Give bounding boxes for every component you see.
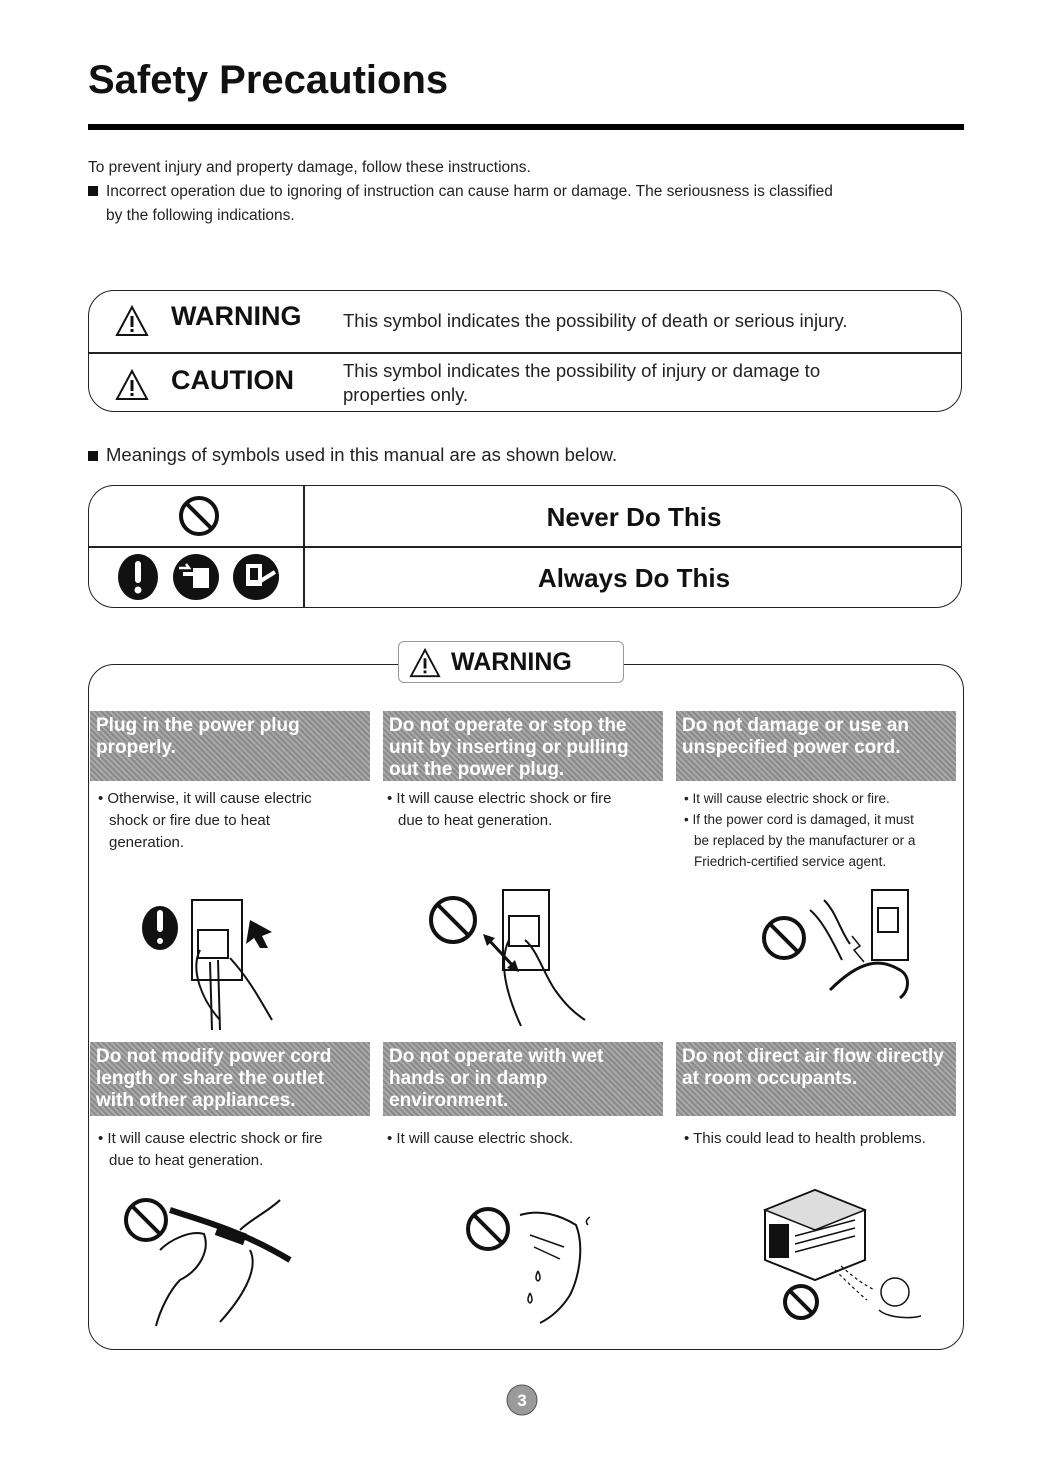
warning-triangle-icon: [409, 648, 441, 678]
unplug-icon: [171, 552, 221, 602]
intro-line-3: by the following indications.: [106, 207, 295, 224]
intro-line-1: To prevent injury and property damage, follow these instructions.: [88, 159, 531, 176]
item-heading-modify-cord: Do not modify power cord length or share the outlet with other appliances.: [90, 1042, 370, 1116]
modify-cord-illustration: [120, 1190, 300, 1330]
page-number: 3: [517, 1391, 527, 1410]
square-bullet-icon: [88, 186, 98, 196]
prohibition-icon: [177, 494, 221, 538]
caution-description-1: This symbol indicates the possibility of injury or damage to: [343, 360, 821, 381]
item-heading-plug-properly: Plug in the power plug properly.: [90, 711, 370, 781]
symbols-hdivider: [89, 546, 961, 548]
mandatory-icon: [115, 552, 161, 602]
levels-divider: [89, 352, 961, 354]
damaged-cord-illustration: [760, 880, 940, 1010]
intro-line-2: Incorrect operation due to ignoring of instruction can cause harm or damage. The seriousness is classified: [88, 183, 833, 201]
item-body-modify-cord: • It will cause electric shock or fire due to heat generation.: [98, 1130, 323, 1169]
item-heading-wet-hands: Do not operate with wet hands or in damp environment.: [383, 1042, 663, 1116]
item-body-plug-properly: • Otherwise, it will cause electric shock or fire due to heat generation.: [98, 790, 312, 851]
square-bullet-icon: [88, 451, 98, 461]
wet-hands-illustration: [460, 1195, 610, 1325]
page-number-badge: [506, 1384, 538, 1416]
warning-triangle-icon: [115, 305, 149, 337]
item-body-power-cord: • It will cause electric shock or fire. • If the power cord is damaged, it must be replaced by the manufacturer or a Friedrich-certified service agent.: [684, 791, 916, 869]
item-heading-air-flow: Do not direct air flow directly at room occupants.: [676, 1042, 956, 1116]
caution-label: CAUTION: [171, 365, 294, 395]
warning-panel-label: WARNING: [451, 648, 572, 676]
item-heading-power-plug: Do not operate or stop the unit by inserting or pulling out the power plug.: [383, 711, 663, 781]
caution-triangle-icon: [115, 369, 149, 401]
page-title: Safety Precautions: [88, 58, 449, 102]
title-rule: [88, 124, 964, 130]
warning-description: This symbol indicates the possibility of death or serious injury.: [343, 310, 848, 331]
item-body-power-plug: • It will cause electric shock or fire due to heat generation.: [387, 790, 612, 829]
warning-panel-tab: [398, 641, 624, 683]
never-do-this-label: Never Do This: [546, 502, 722, 532]
symbols-box: [88, 485, 962, 608]
item-heading-power-cord: Do not damage or use an unspecified power cord.: [676, 711, 956, 781]
always-do-this-label: Always Do This: [537, 563, 731, 593]
symbols-intro: Meanings of symbols used in this manual are as shown below.: [88, 444, 617, 466]
pulling-plug-illustration: [425, 880, 595, 1030]
warning-label: WARNING: [171, 301, 302, 331]
item-body-air-flow: • This could lead to health problems.: [684, 1130, 926, 1147]
caution-description-2: properties only.: [343, 384, 469, 405]
symbols-vdivider: [303, 486, 305, 607]
air-flow-illustration: [755, 1180, 935, 1330]
ground-outlet-icon: [231, 552, 281, 602]
severity-levels-box: [88, 290, 962, 412]
plug-in-illustration: [140, 890, 290, 1030]
item-body-wet-hands: • It will cause electric shock.: [387, 1130, 574, 1147]
